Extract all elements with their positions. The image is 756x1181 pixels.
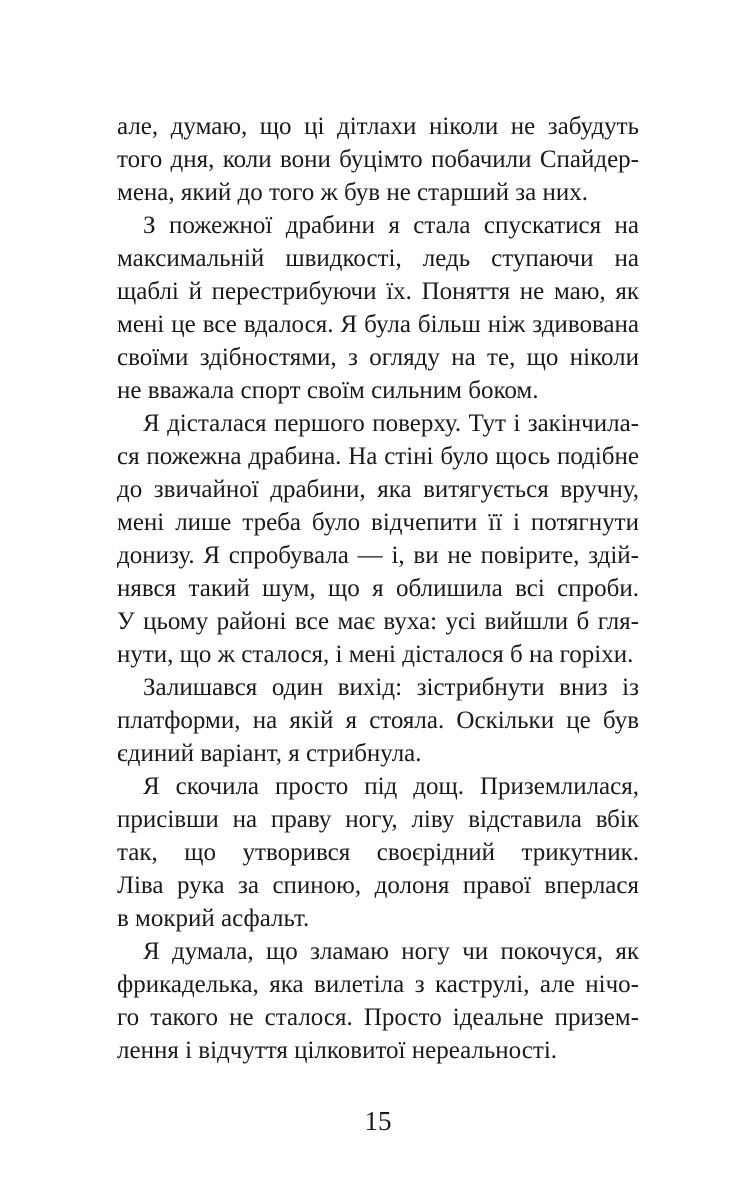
text-line: своїми здібностями, з огляду на те, що ніколи	[117, 344, 639, 371]
text-line: того дня, коли вони буцімто побачили Спайдер-	[117, 146, 639, 173]
text-line: єдиний варіант, я стрибнула.	[117, 740, 422, 767]
page-number: 15	[364, 1106, 392, 1136]
text-line: лення і відчуття цілковитої нереальності.	[117, 1037, 558, 1064]
text-line: У цьому районі все має вуха: усі вийшли б гля-	[117, 608, 639, 635]
text-line: присівши на праву ногу, ліву відставила вбік	[117, 806, 639, 833]
text-line: Ліва рука за спиною, долоня правої вперлася	[117, 872, 639, 899]
paragraph	[117, 770, 639, 935]
text-line: З пожежної драбини я стала спускатися на	[143, 212, 639, 239]
text-line: до звичайної драбини, яка витягується вручну,	[117, 476, 639, 503]
text-line: фрикаделька, яка вилетіла з каструлі, але нічо-	[117, 971, 639, 998]
text-line: Я думала, що зламаю ногу чи покочуся, як	[143, 938, 639, 965]
text-line: ся пожежна драбина. На стіні було щось подібне	[117, 443, 639, 470]
text-line: так, що утворився своєрідний трикутник.	[117, 839, 639, 866]
paragraph	[117, 407, 639, 671]
text-line: мені лише треба було відчепити її і потягнути	[117, 509, 639, 536]
text-line: нути, що ж сталося, і мені дісталося б на горіхи.	[117, 641, 634, 668]
paragraph	[117, 110, 639, 209]
text-line: але, думаю, що ці дітлахи ніколи не забудуть	[117, 113, 639, 140]
text-line: Я скочила просто під дощ. Приземлилася,	[143, 773, 639, 800]
paragraph	[117, 671, 639, 770]
paragraph	[117, 935, 639, 1067]
text-line: в мокрий асфальт.	[117, 905, 310, 932]
text-line: мені це все вдалося. Я була більш ніж здивована	[117, 311, 639, 338]
text-line: Я дісталася першого поверху. Тут і закінчила-	[143, 410, 639, 437]
text-line: максимальній швидкості, ледь ступаючи на	[117, 245, 639, 272]
text-line: платформи, на якій я стояла. Оскільки це був	[117, 707, 639, 734]
text-line: донизу. Я спробувала — і, ви не повірите, здій-	[117, 542, 639, 569]
text-line: Залишався один вихід: зістрибнути вниз із	[143, 674, 639, 701]
text-line: щаблі й перестрибуючи їх. Поняття не маю, як	[117, 278, 639, 305]
text-line: не вважала спорт своїм сильним боком.	[117, 377, 539, 404]
paragraph	[117, 209, 639, 407]
text-line: мена, який до того ж був не старший за них.	[117, 179, 588, 206]
text-line: нявся такий шум, що я облишила всі спроби.	[117, 575, 639, 602]
text-line: го такого не сталося. Просто ідеальне призем-	[117, 1004, 639, 1031]
body-text	[117, 110, 639, 1067]
